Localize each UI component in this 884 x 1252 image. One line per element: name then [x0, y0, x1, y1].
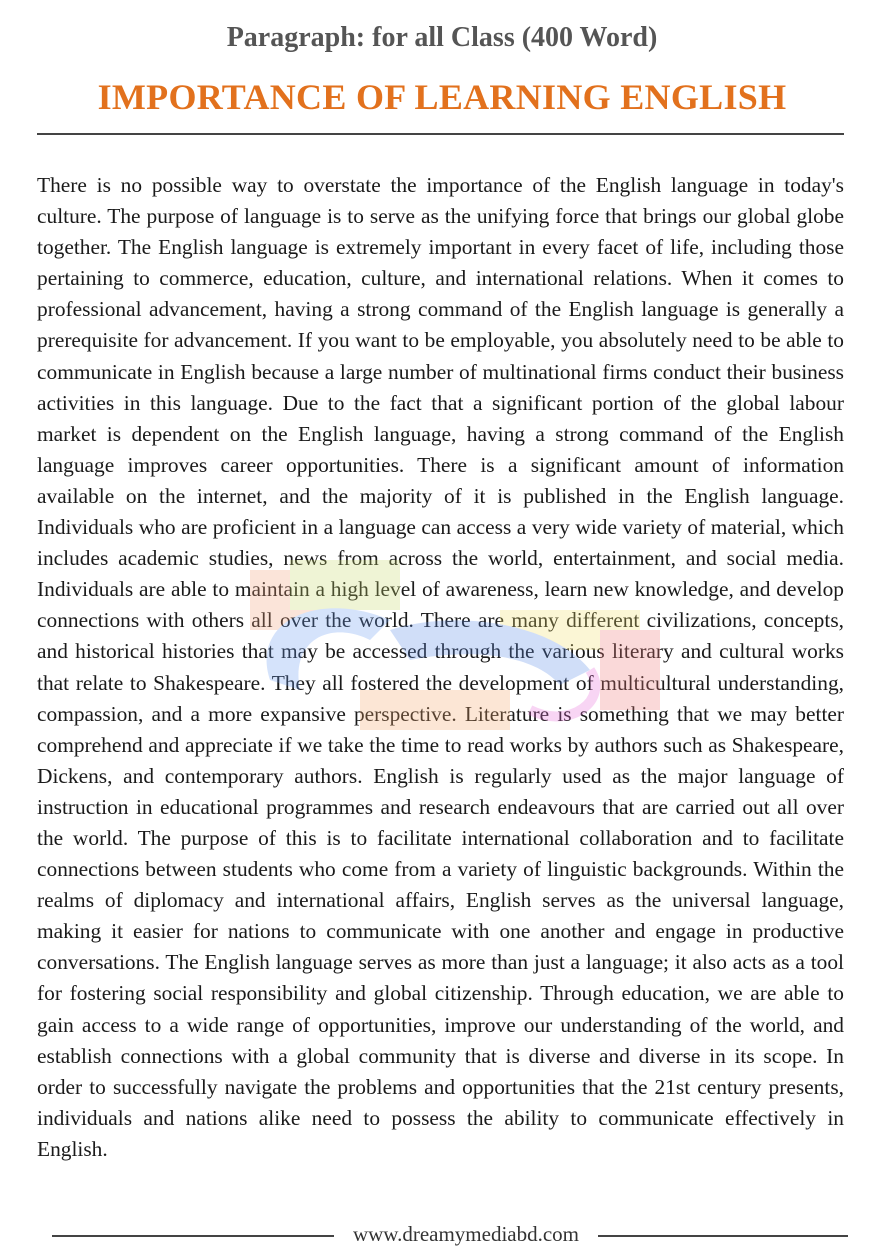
footer-url: www.dreamymediabd.com: [352, 1222, 580, 1246]
essay-paragraph: There is no possible way to overstate the importance of the English language in today's culture. The purpose of language is to serve as the unifying force that brings our global globe together. The English language is extremely important in every facet of life, including those pertaining to commerce, education, culture, and international relations. When it comes to professional advancement, having a strong command of the English language is generally a prerequisite for advancement. If you want to be employable, you absolutely need to be able to communicate in English because a large number of multinational firms conduct their business activities in this language. Due to the fact that a significant portion of the global labour market is dependent on the English language, having a strong command of the English language improves career opportunities. There is a significant amount of information available on the internet, and the majority of it is published in the English language. Individuals who are proficient in a language can access a very wide variety of material, which includes academic studies, news from across the world, entertainment, and social media. Individuals are able to maintain a high level of awareness, learn new knowledge, and develop connections with others all over the world. There are many different civilizations, concepts, and historical histories that may be accessed through the various literary and cultural works that relate to Shakespeare. They all fostered the development of multicultural understanding, compassion, and a more expansive perspective. Literature is something that we may better comprehend and appreciate if we take the time to read works by authors such as Shakespeare, Dickens, and contemporary authors. English is regularly used as the major language of instruction in educational programmes and research endeavours that are carried out all over the world. The purpose of this is to facilitate international collaboration and to facilitate connections between students who come from a variety of linguistic backgrounds. Within the realms of diplomacy and international affairs, English serves as the universal language, making it easier for nations to communicate with one another and engage in productive conversations. The English language serves as more than just a language; it also acts as a tool for fostering social responsibility and global citizenship. Through education, we are able to gain access to a wide range of opportunities, improve our understanding of the world, and establish connections with a global community that is diverse and diverse in its scope. In order to successfully navigate the problems and opportunities that the 21st century presents, individuals and nations alike need to possess the ability to communicate effectively in English.: [37, 173, 844, 1161]
footer: [0, 1222, 884, 1252]
page-title: IMPORTANCE OF LEARNING ENGLISH: [97, 77, 787, 117]
title-divider: [37, 133, 844, 135]
footer-line-left: [52, 1235, 334, 1237]
page-subtitle: Paragraph: for all Class (400 Word): [226, 22, 658, 53]
footer-line-right: [598, 1235, 848, 1237]
